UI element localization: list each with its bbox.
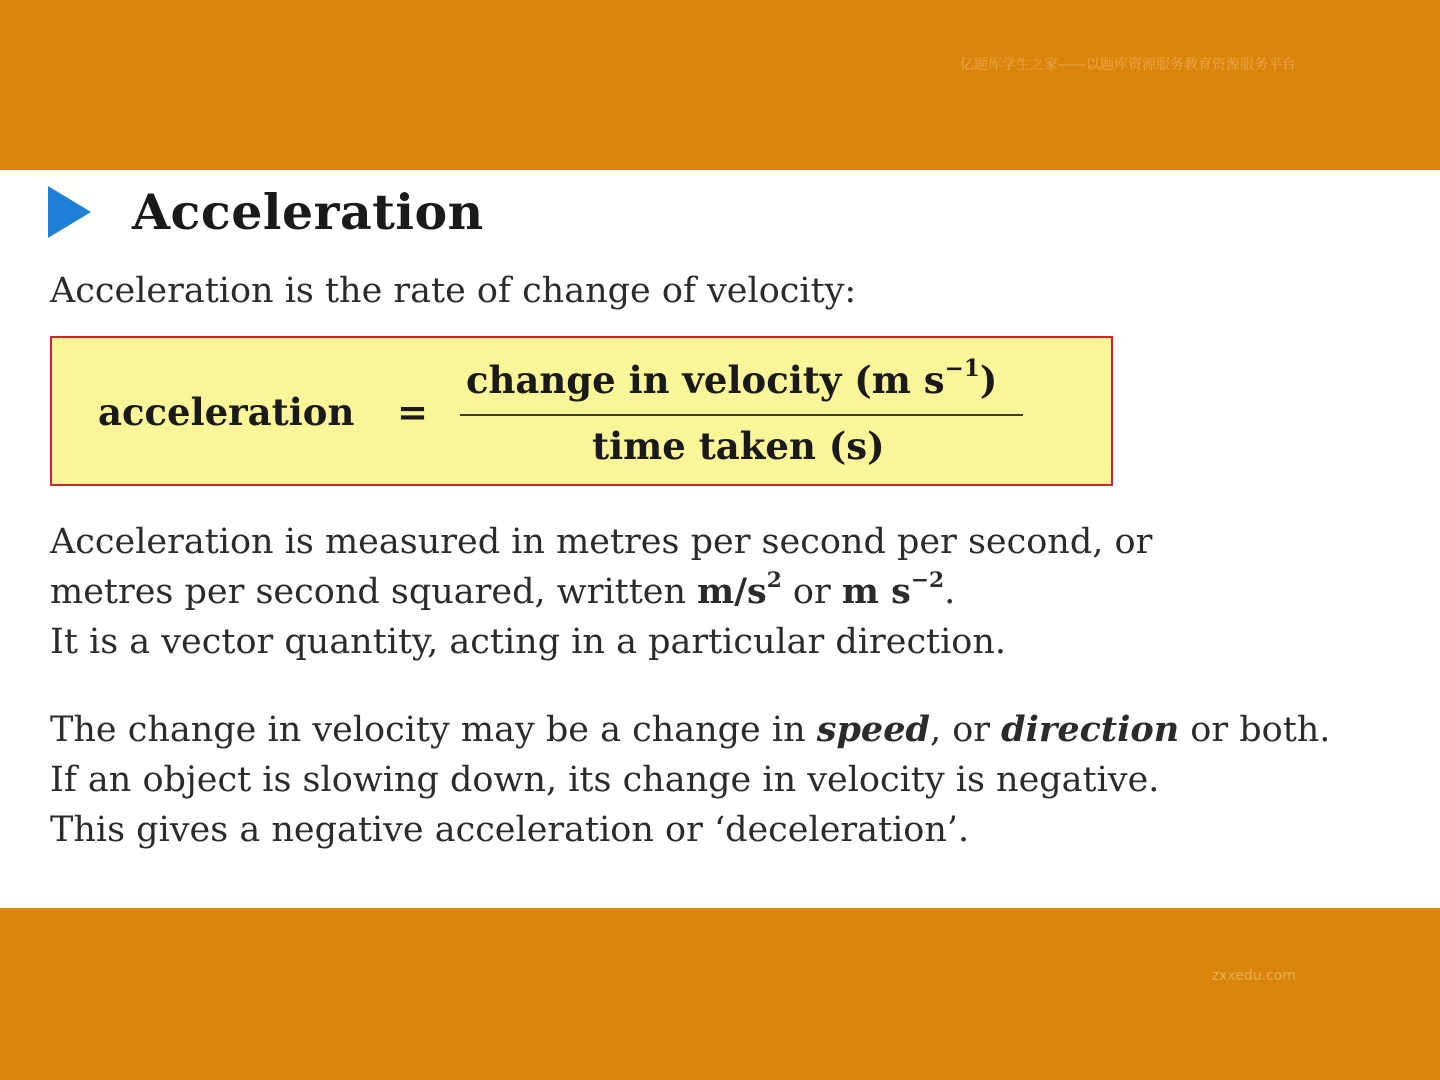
units-line-1: Acceleration is measured in metres per second per second, or bbox=[50, 522, 1153, 562]
unit-ms2-base: m/s bbox=[697, 571, 767, 612]
unit-ms2-exponent: 2 bbox=[766, 568, 782, 594]
watermark-bottom: zxxedu.com bbox=[1211, 968, 1296, 984]
formula-denominator: time taken (s) bbox=[592, 424, 885, 468]
formula-numerator-text: change in velocity (m s bbox=[466, 358, 945, 402]
fraction-bar bbox=[460, 414, 1023, 416]
unit-ms2 bbox=[697, 568, 782, 612]
velocity-line-1 bbox=[50, 705, 1330, 755]
page-title: Acceleration bbox=[132, 183, 484, 241]
top-banner bbox=[0, 0, 1440, 170]
formula-numerator-exponent: −1 bbox=[944, 355, 980, 383]
velocity-line-1-c: or both. bbox=[1179, 710, 1331, 750]
direction-term: direction bbox=[1001, 709, 1180, 750]
velocity-line-1-b: , or bbox=[929, 710, 1002, 750]
velocity-line-2: If an object is slowing down, its change in velocity is negative. bbox=[50, 760, 1160, 800]
velocity-line-3: This gives a negative acceleration or ‘deceleration’. bbox=[50, 810, 970, 850]
units-or: or bbox=[781, 572, 842, 612]
formula-box bbox=[50, 336, 1113, 486]
formula-numerator-close: ) bbox=[979, 358, 998, 402]
units-period: . bbox=[944, 572, 956, 612]
velocity-change-paragraph bbox=[50, 705, 1330, 855]
units-line-2 bbox=[50, 567, 1152, 617]
units-line-3: It is a vector quantity, acting in a particular direction. bbox=[50, 622, 1007, 662]
formula-equals: = bbox=[397, 390, 429, 434]
unit-ms-2-base: m s bbox=[841, 571, 911, 612]
speed-term: speed bbox=[816, 709, 930, 750]
velocity-line-1-a: The change in velocity may be a change in bbox=[50, 710, 817, 750]
watermark-top: 亿题库学生之家——以题库资源服务教育资源服务平台 bbox=[960, 57, 1296, 73]
unit-ms-2 bbox=[841, 568, 945, 612]
bottom-banner bbox=[0, 908, 1440, 1080]
units-line-2-text: metres per second squared, written bbox=[50, 572, 698, 612]
units-paragraph bbox=[50, 517, 1152, 667]
heading-row bbox=[48, 182, 484, 242]
formula-numerator bbox=[466, 355, 998, 402]
unit-ms-2-exponent: −2 bbox=[910, 568, 945, 594]
intro-text: Acceleration is the rate of change of velocity: bbox=[50, 271, 857, 311]
formula-lhs: acceleration bbox=[98, 390, 355, 434]
play-triangle-icon bbox=[48, 186, 91, 238]
